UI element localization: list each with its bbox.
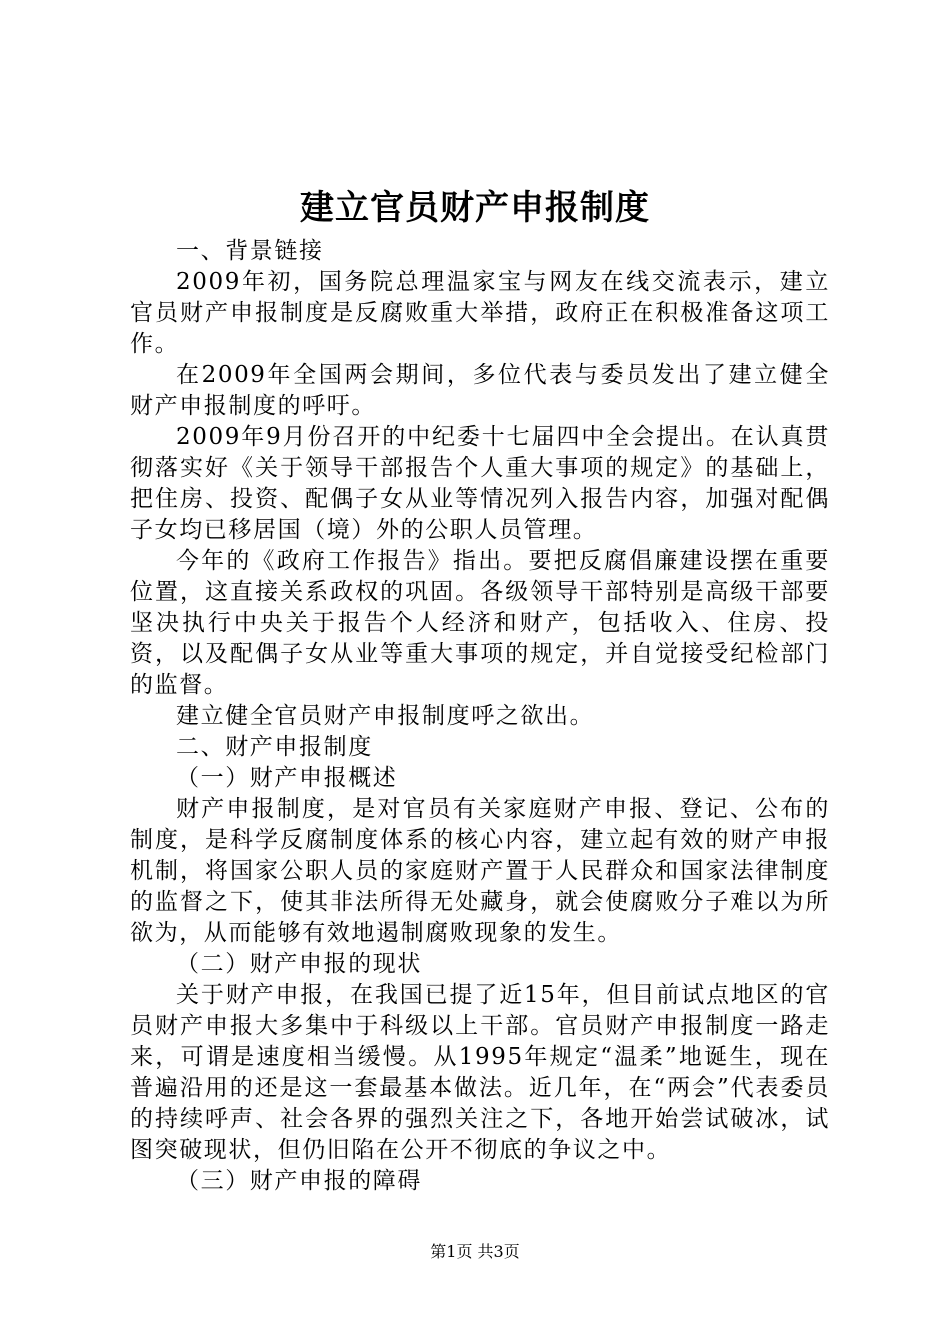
- subsection-heading-obstacles: （三）财产申报的障碍: [176, 1168, 422, 1194]
- section-heading-background: 一、背景链接: [176, 238, 324, 264]
- page-footer: [0, 1240, 950, 1264]
- paragraph: 2009年初，国务院总理温家宝与网友在线交流表示，建立官员财产申报制度是反腐败重大举措，政府正在积极准备这项工作。: [130, 269, 830, 357]
- document-body: [130, 236, 830, 1197]
- paragraph: 建立健全官员财产申报制度呼之欲出。: [176, 703, 595, 729]
- document-title: 建立官员财产申报制度: [300, 188, 650, 228]
- subsection-heading-status: （二）财产申报的现状: [176, 951, 422, 977]
- paragraph: 关于财产申报，在我国已提了近15年，但目前试点地区的官员财产申报大多集中于科级以上干部。官员财产申报制度一路走来，可谓是速度相当缓慢。从1995年规定“温柔”地诞生，现在普遍沿用的还是这一套最基本做法。近几年，在“两会”代表委员的持续呼声、社会各界的强烈关注之下，各地开始尝试破冰，试图突破现状，但仍旧陷在公开不彻底的争议之中。: [130, 982, 830, 1163]
- section-heading-system: 二、财产申报制度: [176, 734, 373, 760]
- paragraph: 今年的《政府工作报告》指出。要把反腐倡廉建设摆在重要位置，这直接关系政权的巩固。各级领导干部特别是高级干部要坚决执行中央关于报告个人经济和财产，包括收入、住房、投资，以及配偶子女从业等重大事项的规定，并自觉接受纪检部门的监督。: [130, 548, 830, 698]
- paragraph: 在2009年全国两会期间，多位代表与委员发出了建立健全财产申报制度的呼吁。: [130, 362, 830, 419]
- paragraph: 2009年9月份召开的中纪委十七届四中全会提出。在认真贯彻落实好《关于领导干部报告个人重大事项的规定》的基础上，把住房、投资、配偶子女从业等情况列入报告内容，加强对配偶子女均已移居国（境）外的公职人员管理。: [130, 424, 830, 543]
- subsection-heading-overview: （一）财产申报概述: [176, 765, 398, 791]
- paragraph: 财产申报制度，是对官员有关家庭财产申报、登记、公布的制度，是科学反腐制度体系的核心内容，建立起有效的财产申报机制，将国家公职人员的家庭财产置于人民群众和国家法律制度的监督之下，使其非法所得无处藏身，就会使腐败分子难以为所欲为，从而能够有效地遏制腐败现象的发生。: [130, 796, 830, 946]
- page-number-indicator: 第1页 共3页: [430, 1242, 520, 1261]
